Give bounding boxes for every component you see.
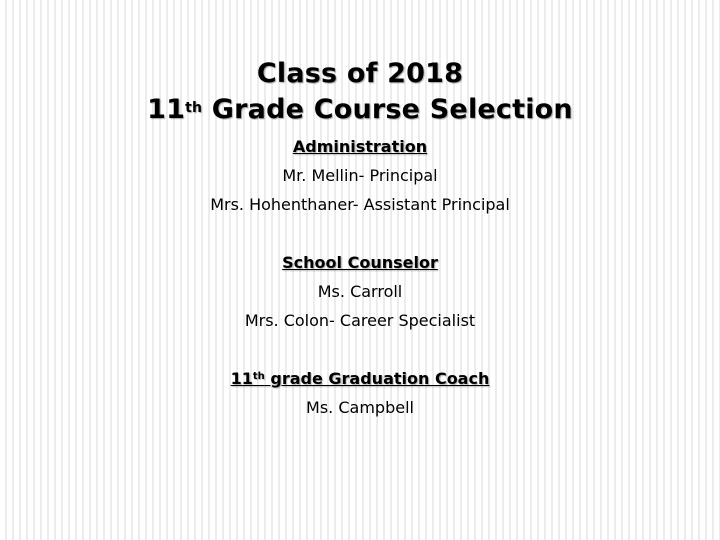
graduation-coach-title: grade Graduation Coach <box>264 369 490 388</box>
school-counselor-member: Mrs. Colon- Career Specialist <box>244 311 476 330</box>
title-class-year: Class of 2018 <box>256 58 464 89</box>
administration-member: Mrs. Hohenthaner- Assistant Principal <box>210 195 510 214</box>
title-grade-number: 11 <box>147 94 186 125</box>
school-counselor-heading: School Counselor <box>282 253 438 272</box>
graduation-coach-grade-number: 11 <box>230 369 253 388</box>
administration-heading: Administration <box>292 137 428 156</box>
graduation-coach-heading <box>0 364 720 393</box>
school-counselor-member: Ms. Carroll <box>317 282 403 301</box>
administration-member: Mr. Mellin- Principal <box>282 166 438 185</box>
title-line-1 <box>0 56 720 92</box>
title-course-selection: Grade Course Selection <box>202 94 573 125</box>
graduation-coach-grade-suffix: th <box>252 371 265 382</box>
slide-content <box>0 56 720 422</box>
title-line-2 <box>0 92 720 128</box>
title-grade-suffix: th <box>185 100 203 116</box>
graduation-coach-member: Ms. Campbell <box>306 398 414 417</box>
